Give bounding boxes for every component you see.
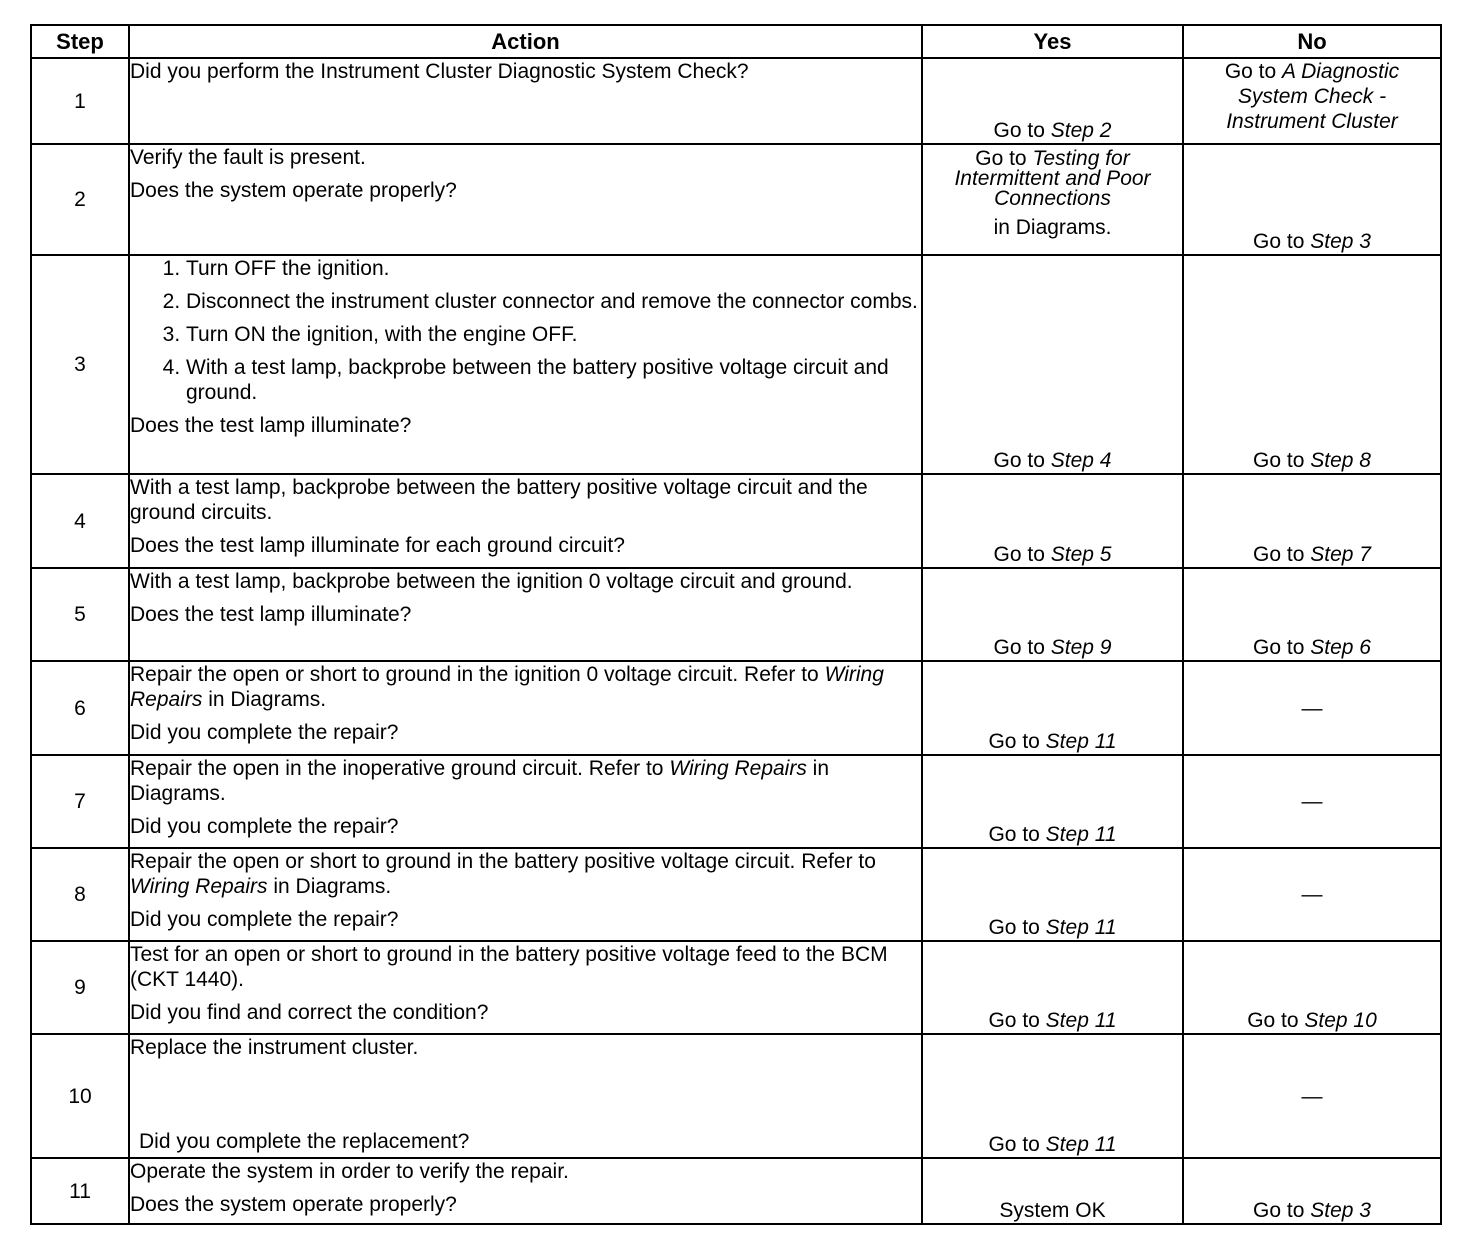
header-no: No xyxy=(1183,25,1441,58)
step-number: 4 xyxy=(31,474,129,568)
table-row xyxy=(31,755,1441,848)
yes-link[interactable]: Step 5 xyxy=(1050,543,1112,566)
action-cell xyxy=(129,144,922,255)
header-step: Step xyxy=(31,25,129,58)
yes-link[interactable]: Step 4 xyxy=(1050,449,1112,472)
no-dash: — xyxy=(1301,1084,1323,1108)
substep-list xyxy=(130,256,921,405)
no-cell xyxy=(1183,1034,1441,1158)
header-row xyxy=(31,25,1441,58)
substep-item: 3. Turn ON the ignition, with the engine OFF. xyxy=(186,322,921,347)
action-text-before: Repair the open or short to ground in the ignition 0 voltage circuit. Refer to xyxy=(130,663,825,686)
no-cell xyxy=(1183,568,1441,661)
no-cell xyxy=(1183,941,1441,1034)
yes-prefix: Go to xyxy=(993,543,1051,566)
substep-item: 4. With a test lamp, backprobe between the battery positive voltage circuit and ground. xyxy=(186,355,921,405)
action-text xyxy=(130,662,921,712)
table-row xyxy=(31,144,1441,255)
step-number: 6 xyxy=(31,661,129,755)
table-row xyxy=(31,848,1441,941)
yes-suffix: in Diagrams. xyxy=(993,216,1112,239)
no-link[interactable]: Step 6 xyxy=(1310,636,1371,659)
no-prefix: Go to xyxy=(1253,543,1311,566)
table-row xyxy=(31,1158,1441,1224)
table-row xyxy=(31,1034,1441,1158)
action-question: Did you find and correct the condition? xyxy=(130,1001,489,1024)
action-question: Does the system operate properly? xyxy=(130,179,457,202)
action-text-before: Repair the open or short to ground in the battery positive voltage circuit. Refer to xyxy=(130,850,876,873)
action-text: Test for an open or short to ground in the battery positive voltage feed to the BCM (CKT 1440). xyxy=(130,943,888,991)
no-dash: — xyxy=(1301,696,1323,720)
diagnostic-table-page xyxy=(30,24,1442,1225)
action-cell xyxy=(129,848,922,941)
step-number: 2 xyxy=(31,144,129,255)
no-prefix: Go to xyxy=(1253,230,1311,253)
no-cell xyxy=(1183,1158,1441,1224)
action-cell xyxy=(129,474,922,568)
yes-cell xyxy=(922,568,1183,661)
action-question: Does the test lamp illuminate? xyxy=(130,414,412,437)
yes-prefix: Go to xyxy=(988,1133,1046,1156)
yes-cell xyxy=(922,255,1183,474)
no-link[interactable]: Step 7 xyxy=(1310,543,1371,566)
substep-item: 1. Turn OFF the ignition. xyxy=(186,256,921,281)
action-text: With a test lamp, backprobe between the ignition 0 voltage circuit and ground. xyxy=(130,570,853,593)
yes-prefix: Go to xyxy=(988,730,1046,753)
no-prefix: Go to xyxy=(1253,636,1311,659)
table-row xyxy=(31,661,1441,755)
no-cell xyxy=(1183,755,1441,848)
no-link[interactable]: Step 3 xyxy=(1310,1199,1371,1222)
yes-prefix: Go to xyxy=(993,449,1051,472)
yes-link[interactable]: Step 11 xyxy=(1045,1133,1117,1156)
no-link[interactable]: Step 8 xyxy=(1310,449,1371,472)
action-question: Did you complete the repair? xyxy=(130,721,399,744)
table-row xyxy=(31,58,1441,144)
action-text: Verify the fault is present. xyxy=(130,146,366,169)
header-yes: Yes xyxy=(922,25,1183,58)
step-number: 5 xyxy=(31,568,129,661)
table-row xyxy=(31,255,1441,474)
action-text: Did you perform the Instrument Cluster Diagnostic System Check? xyxy=(130,60,749,83)
yes-cell xyxy=(922,144,1183,255)
action-question: Did you complete the repair? xyxy=(130,815,399,838)
yes-cell xyxy=(922,474,1183,568)
yes-link[interactable]: Step 11 xyxy=(1045,823,1117,846)
wiring-repairs-link[interactable]: Wiring Repairs xyxy=(130,663,884,711)
header-action: Action xyxy=(129,25,922,58)
wiring-repairs-link[interactable]: Wiring Repairs xyxy=(130,875,268,898)
substep-item: 2. Disconnect the instrument cluster connector and remove the connector combs. xyxy=(186,289,921,314)
yes-prefix: Go to xyxy=(975,147,1033,170)
yes-link[interactable]: Step 11 xyxy=(1045,1009,1117,1032)
yes-cell xyxy=(922,941,1183,1034)
no-prefix: Go to xyxy=(1253,449,1311,472)
yes-prefix: Go to xyxy=(993,636,1051,659)
action-text-after: in Diagrams. xyxy=(202,688,327,711)
action-cell xyxy=(129,755,922,848)
action-text-after: in Diagrams. xyxy=(267,875,392,898)
no-prefix: Go to xyxy=(1224,60,1283,83)
no-cell xyxy=(1183,848,1441,941)
action-cell xyxy=(129,941,922,1034)
yes-prefix: Go to xyxy=(988,916,1046,939)
action-question: Did you complete the repair? xyxy=(130,908,399,931)
yes-link[interactable]: Testing for Intermittent and Poor Connections xyxy=(954,147,1151,210)
no-link[interactable]: Step 3 xyxy=(1310,230,1371,253)
action-text xyxy=(130,849,921,899)
table-row xyxy=(31,941,1441,1034)
yes-cell xyxy=(922,755,1183,848)
action-text: With a test lamp, backprobe between the battery positive voltage circuit and the ground circuits. xyxy=(130,476,868,524)
yes-link[interactable]: Step 2 xyxy=(1050,119,1112,142)
yes-cell xyxy=(922,1158,1183,1224)
step-number: 3 xyxy=(31,255,129,474)
step-number: 10 xyxy=(31,1034,129,1158)
action-text-after: in Diagrams. xyxy=(130,757,830,805)
yes-link[interactable]: Step 11 xyxy=(1045,730,1117,753)
yes-link[interactable]: Step 11 xyxy=(1045,916,1117,939)
step-number: 11 xyxy=(31,1158,129,1224)
no-dash: — xyxy=(1301,883,1323,906)
no-cell xyxy=(1183,58,1441,144)
no-link[interactable]: A Diagnostic System Check - Instrument Cluster xyxy=(1226,60,1400,133)
diagnostic-table xyxy=(30,24,1442,1225)
action-text xyxy=(130,756,921,806)
action-cell xyxy=(129,58,922,144)
action-cell xyxy=(129,1034,922,1158)
yes-prefix: Go to xyxy=(988,823,1046,846)
no-cell xyxy=(1183,661,1441,755)
step-number: 1 xyxy=(31,58,129,144)
wiring-repairs-link[interactable]: Wiring Repairs xyxy=(669,757,807,780)
action-question: Does the test lamp illuminate for each ground circuit? xyxy=(130,534,625,557)
action-cell xyxy=(129,1158,922,1224)
action-question: Does the test lamp illuminate? xyxy=(130,603,412,626)
yes-text: System OK xyxy=(999,1199,1106,1222)
no-prefix: Go to xyxy=(1253,1199,1311,1222)
action-cell xyxy=(129,255,922,474)
no-cell xyxy=(1183,255,1441,474)
no-cell xyxy=(1183,474,1441,568)
step-number: 9 xyxy=(31,941,129,1034)
yes-cell xyxy=(922,848,1183,941)
yes-cell xyxy=(922,661,1183,755)
action-text: Operate the system in order to verify the repair. xyxy=(130,1160,569,1183)
no-cell xyxy=(1183,144,1441,255)
step-number: 8 xyxy=(31,848,129,941)
no-link[interactable]: Step 10 xyxy=(1304,1009,1377,1032)
yes-cell xyxy=(922,58,1183,144)
action-question: Does the system operate properly? xyxy=(130,1193,457,1216)
yes-prefix: Go to xyxy=(993,119,1051,142)
no-dash: — xyxy=(1301,790,1323,813)
yes-link[interactable]: Step 9 xyxy=(1050,636,1112,659)
yes-prefix: Go to xyxy=(988,1009,1046,1032)
no-prefix: Go to xyxy=(1247,1009,1305,1032)
table-row xyxy=(31,474,1441,568)
action-text-before: Repair the open in the inoperative ground circuit. Refer to xyxy=(130,757,670,780)
action-cell xyxy=(129,661,922,755)
action-cell xyxy=(129,568,922,661)
yes-cell xyxy=(922,1034,1183,1158)
action-question: Did you complete the replacement? xyxy=(139,1130,470,1153)
table-row xyxy=(31,568,1441,661)
step-number: 7 xyxy=(31,755,129,848)
action-text: Replace the instrument cluster. xyxy=(130,1036,419,1059)
